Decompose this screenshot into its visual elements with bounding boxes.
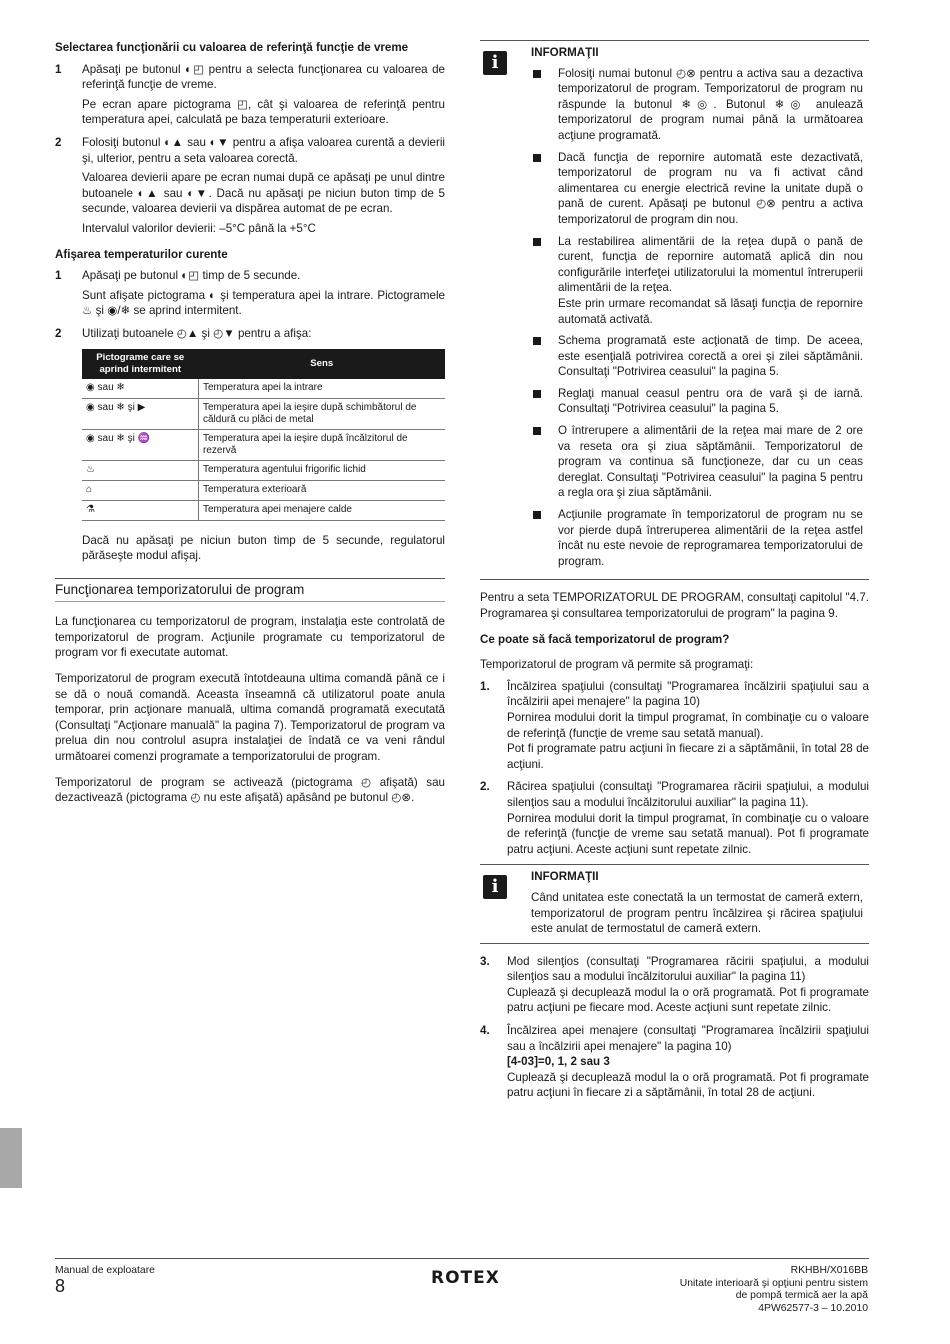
table-row (82, 480, 445, 500)
table-cell-icons: ♨ (82, 460, 199, 480)
step-item (55, 268, 445, 319)
program-items-a (480, 679, 869, 858)
table-row (82, 398, 445, 429)
table-header-icons: Pictograme care se aprind intermitent (82, 349, 199, 379)
step-paragraph: Apăsaţi pe butonul ◐◰ pentru a selecta funcţionarea cu valoarea de referinţă funcţie de vreme. (82, 62, 445, 92)
after-table-text: Dacă nu apăsaţi pe niciun buton timp de 5 secunde, regulatorul părăseşte modul afişaj. (82, 533, 445, 563)
steps-temperatures (55, 268, 445, 341)
steps-weather (55, 62, 445, 237)
item-bold-setting: [4-03]=0, 1, 2 sau 3 (507, 1055, 610, 1069)
page-number: 8 (55, 1276, 66, 1296)
intro-text: Temporizatorul de program vă permite să programaţi: (480, 658, 754, 672)
step-paragraph: Intervalul valorilor devierii: –5°C până la +5°C (82, 221, 316, 235)
timer-paragraphs (55, 614, 445, 806)
program-items-b (480, 954, 869, 1101)
item-line: Pornirea modului dorit la timpul programat, în combinaţie cu o valoare de referinţă (funcţie de vreme sau setată manual). Pot fi programate patru acţiuni. Aceste acţiuni sunt repetate zilnic. (507, 811, 869, 856)
footer-line-text: 4PW62577-3 – 10.2010 (758, 1302, 868, 1314)
table-header-meaning: Sens (199, 349, 446, 379)
table-cell-meaning: Temperatura apei la ieşire după încălzitorul de rezervă (199, 429, 446, 460)
info-bullet-item: O întrerupere a alimentării de la reţea mai mare de 2 ore va reseta ora şi ziua săptămânii. Temporizatorul de program va continua să funcţioneze, dar cu un ceas dereglat. Consultaţi "Potrivirea ceasului" la pagina 5 pentru a regla ora şi ziua săptămânii. (531, 423, 869, 501)
table-row (82, 379, 445, 399)
rotex-logo: ROTEX (431, 1268, 500, 1288)
footer-line-text: RKHBH/X016BB (790, 1265, 868, 1276)
section-title-weather: Selectarea funcţionării cu valoarea de referinţă funcţie de vreme (55, 41, 409, 54)
section-title-temperatures: Afişarea temperaturilor curente (55, 247, 228, 261)
info-box-2 (480, 864, 869, 943)
table-cell-meaning: Temperatura apei la ieşire după schimbătorul de căldură cu plăci de metal (199, 398, 446, 429)
item-number: 4. (480, 1024, 490, 1038)
question-heading: Ce poate să facă temporizatorul de program? (480, 632, 730, 646)
info-bullet-item: Dacă funcţia de repornire automată este dezactivată, temporizatorul de program nu va fi activat când alimentarea cu energie electrică revine la unitate după o pană de curent. Apăsaţi pe butonul ◴⊗ pentru a activa temporizatorul de program din nou. (531, 150, 869, 228)
page-side-tab (0, 1128, 22, 1188)
step-number: 2 (55, 326, 62, 340)
table-cell-icons: ⌂ (82, 480, 199, 500)
item-line: Pot fi programate patru acţiuni în fiecare zi a săptămânii, în total 28 de acţiuni. (507, 742, 869, 771)
table-row (82, 460, 445, 480)
info-bullet-item: Reglaţi manual ceasul pentru ora de vară şi de iarnă. Consultaţi "Potrivirea ceasului" la pagina 5. (531, 386, 869, 417)
table-cell-icons: ◉ sau ❄ şi ▶ (82, 398, 199, 429)
info-icon: i (483, 875, 507, 899)
footer-line-text: de pompă termică aer la apă (735, 1290, 868, 1302)
item-line: Cuplează şi decuplează modul la o oră programată. Pot fi programate patru acţiuni pe fiecare mod. Aceste acţiuni sunt repetate zilnic. (507, 985, 869, 1015)
item-line: Cuplează şi decuplează modul la o oră programată. Pot fi programate patru acţiuni în fiecare zi a săptămânii, în total 28 de acţiuni. (507, 1070, 869, 1100)
program-item (480, 1023, 869, 1101)
info-title: INFORMAŢII (531, 46, 599, 59)
item-line: Pornirea modului dorit la timpul programat, în combinaţie cu o valoare de referinţă (funcţie de vreme sau setată manual). (507, 710, 869, 740)
info-title: INFORMAŢII (531, 870, 599, 884)
footer-line-text: Unitate interioară şi opţiuni pentru sistem (679, 1277, 868, 1289)
item-line: Încălzirea spaţiului (consultaţi "Programarea încălzirii spaţiului sau a încălzirii apei menajere" la pagina 10) (507, 679, 869, 709)
info-bullet-item: Acţiunile programate în temporizatorul de program nu se vor pierde după întreruperea alimentării de la reţea astfel încât nu este nevoie de reprogramarea temporizatorului de program. (531, 507, 869, 569)
setting-paragraph: Pentru a seta TEMPORIZATORUL DE PROGRAM, consultaţi capitolul "4.7. Programarea şi consultarea temporizatorului de program" la pagina 9. (480, 591, 869, 620)
footer-doc-info (680, 1265, 868, 1315)
footer-manual-label: Manual de exploatare (55, 1265, 155, 1276)
table-cell-meaning: Temperatura agentului frigorific lichid (199, 460, 446, 480)
step-paragraph: Sunt afişate pictograma ◐ şi temperatura apei la intrare. Pictogramele ♨ şi ◉/❄ se aprind intermitent. (82, 288, 445, 318)
table-cell-meaning: Temperatura exterioară (199, 480, 446, 500)
table-cell-meaning: Temperatura apei la intrare (199, 379, 446, 399)
table-cell-icons: ⚗ (82, 500, 199, 520)
footer-divider (55, 1258, 869, 1259)
item-line: Răcirea spaţiului (consultaţi "Programarea răcirii spaţiului, a modului silenţios sau a modului încălzitorului auxiliar" la pagina 11). (507, 780, 869, 809)
table-cell-icons: ◉ sau ❄ şi ♒ (82, 429, 199, 460)
table-row (82, 429, 445, 460)
program-item (480, 954, 869, 1016)
info-text: Când unitatea este conectată la un termostat de cameră extern, temporizatorul de program pentru încălzirea şi răcirea spaţiului este anulat de termostatul de cameră extern. (531, 890, 863, 936)
step-number: 1 (55, 269, 62, 283)
timer-paragraph: La funcţionarea cu temporizatorul de program, instalaţia este controlată de temporizatorul de program. Acţiunile programate cu temporizatorul de program vor fi executate automat. (55, 615, 445, 660)
table-row (82, 500, 445, 520)
step-paragraph: Folosiţi butonul ◐▲ sau ◐▼ pentru a afişa valoarea curentă a devierii şi, ulterior, pentru a seta valoarea corectă. (82, 135, 445, 165)
item-number: 1. (480, 679, 490, 693)
table-cell-icons: ◉ sau ❄ (82, 379, 199, 399)
icons-table (82, 349, 445, 521)
step-paragraph: Apăsaţi pe butonul ◐◰ timp de 5 secunde. (82, 269, 301, 283)
left-column (55, 40, 445, 816)
step-item (55, 135, 445, 237)
step-paragraph: Utilizaţi butoanele ◴▲ şi ◴▼ pentru a afişa: (82, 326, 312, 340)
step-paragraph: Valoarea devierii apare pe ecran numai după ce apăsaţi pe unul dintre butoanele ◐▲ sau ◐▼. Dacă nu apăsaţi pe niciun buton timp de 5 secunde, valoarea devierii va dispărea automat de pe ecran. (82, 171, 445, 216)
info-bullet-item: La restabilirea alimentării de la reţea după o pană de curent, funcţia de repornire automată aplică din nou configurările interfeţei utilizatorului la momentul întreruperii alimentării de la reţea. Este prin urmare recomandat să lăsaţi funcţia de repornire automată activată. (531, 234, 869, 328)
timer-paragraph: Temporizatorul de program execută întotdeauna ultima comandă până ce i se dă o nouă comandă. Aceasta înseamnă că utilizatorul poate anula temporar, prin acţionare manuală, ultima comandă programată executată (Consultaţi "Acţionare manuală" la pagina 7). Temporizatorul de program va prelua din nou controlul asupra instalaţiei de îndată ce va veni rândul următoarei comenzi programate a temporizatorului de program. (55, 672, 445, 764)
item-line: Încălzirea apei menajere (consultaţi "Programarea încălzirii spaţiului sau a încălzirii apei menajere" la pagina 10) (507, 1024, 869, 1053)
item-number: 2. (480, 780, 490, 794)
info-bullet-item: Folosiţi numai butonul ◴⊗ pentru a activa sau a dezactiva temporizatorul de program. Temporizatorul de program nu răspunde la butonul ❄◎. Butonul ❄◎ anulează temporizatorul de program numai până la următoarea acţiune programată. (531, 66, 869, 144)
step-item (55, 62, 445, 128)
program-item (480, 679, 869, 773)
right-column (480, 40, 869, 1108)
timer-paragraph: Temporizatorul de program se activează (pictograma ◴ afişată) sau dezactivează (pictograma ◴ nu este afişată) apăsând pe butonul ◴⊗. (55, 775, 445, 805)
program-item (480, 779, 869, 857)
info-icon: i (483, 51, 507, 75)
info-bullets (531, 66, 869, 570)
info-bullet-item: Schema programată este acţionată de timp. De aceea, este esenţială potrivirea corectă a orei şi zilei săptămânii. Consultaţi "Potrivirea ceasului" la pagina 5. (531, 333, 869, 380)
table-cell-meaning: Temperatura apei menajere calde (199, 500, 446, 520)
item-number: 3. (480, 954, 490, 968)
step-item (55, 326, 445, 342)
info-box-1 (480, 40, 869, 580)
item-line: Mod silenţios (consultaţi "Programarea răcirii spaţiului, a modului silenţios sau a modului încălzitorului auxiliar" la pagina 11) (507, 954, 869, 984)
step-number: 2 (55, 135, 62, 149)
section-title-timer: Funcţionarea temporizatorului de program (55, 578, 445, 603)
step-paragraph: Pe ecran apare pictograma ◰, cât şi valoarea de referinţă pentru temperatura apei, calculată pe baza temperaturii exterioare. (82, 97, 445, 127)
step-number: 1 (55, 62, 62, 76)
